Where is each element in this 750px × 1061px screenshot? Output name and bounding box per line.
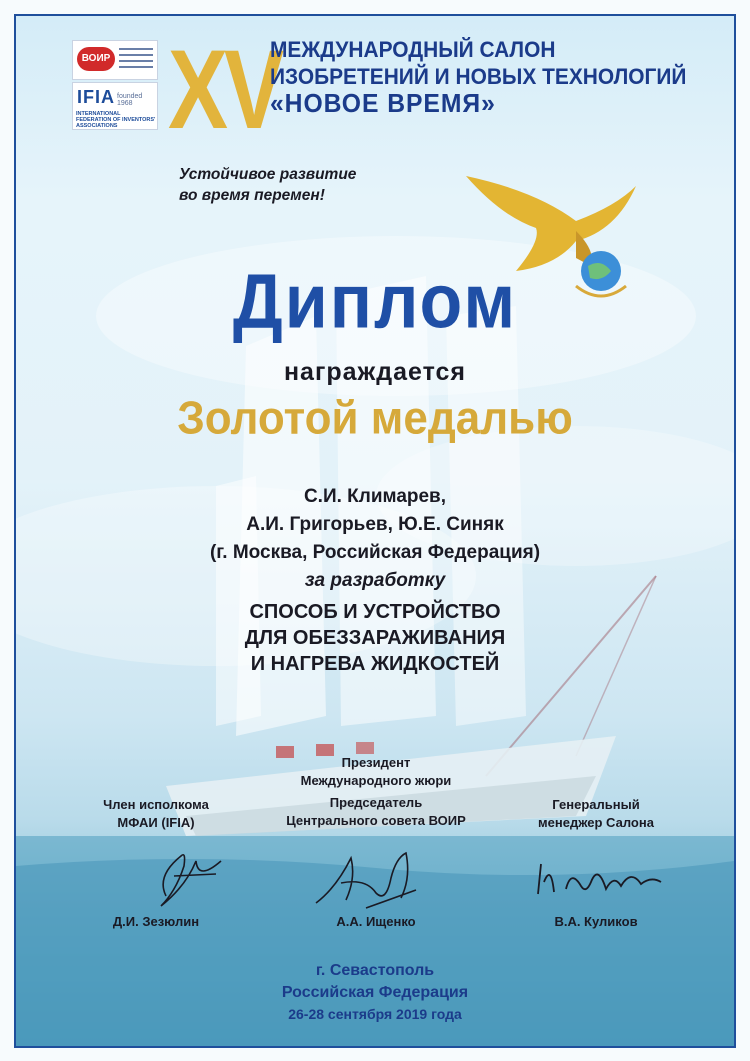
salon-title-line2: ИЗОБРЕТЕНИЙ И НОВЫХ ТЕХНОЛОГИЙ	[270, 64, 687, 89]
slogan-line1: Устойчивое развитие	[179, 166, 357, 183]
signatory-left-name: Д.И. Зезюлин	[112, 914, 200, 929]
signatory-center-title-line3: Председатель	[329, 795, 423, 810]
signatory-center-title-president	[256, 754, 496, 790]
salon-edition-numeral: XV	[168, 27, 281, 153]
voir-logo-badge: ВОИР	[77, 47, 115, 71]
recipient-line2: А.И. Григорьев, Ю.Е. Синяк	[246, 514, 504, 535]
signature-ishchenko	[306, 838, 436, 918]
slogan-line2: во время перемен!	[179, 187, 325, 204]
ifia-logo	[72, 82, 158, 130]
invention-line3: И НАГРЕВА ЖИДКОСТЕЙ	[250, 653, 500, 675]
diploma-frame	[14, 14, 736, 1048]
salon-name: «НОВОЕ ВРЕМЯ»	[270, 88, 496, 118]
gold-medal-text: Золотой медалью	[177, 392, 573, 445]
voir-logo	[72, 40, 158, 80]
salon-title	[270, 36, 688, 117]
voir-logo-text-lines	[119, 48, 153, 72]
recipient-location: (г. Москва, Российская Федерация)	[209, 542, 541, 563]
signatory-center-name: А.А. Ищенко	[336, 914, 416, 929]
invention-line2: ДЛЯ ОБЕЗЗАРАЖИВАНИЯ	[244, 627, 506, 649]
salon-title-line1: МЕЖДУНАРОДНЫЙ САЛОН	[270, 37, 556, 62]
signatory-center-title-line4: Центрального совета ВОИР	[286, 813, 466, 828]
signatory-center-title-line1: Президент	[341, 755, 411, 770]
event-dates: 26-28 сентября 2019 года	[288, 1006, 462, 1022]
signature-zezyulin	[126, 836, 236, 916]
awarded-text: награждается	[283, 358, 467, 386]
ifia-logo-subtitle: INTERNATIONAL FEDERATION OF INVENTORS' ASSOCIATIONS	[76, 111, 156, 129]
signature-kulikov	[526, 854, 676, 904]
signatory-center-title-line2: Международного жюри	[300, 773, 452, 788]
event-country: Российская Федерация	[281, 984, 469, 1001]
slogan	[179, 164, 356, 206]
event-place	[16, 960, 734, 1004]
ifia-logo-founded: founded 1968	[117, 93, 143, 107]
signatory-left-title	[76, 796, 236, 832]
recipients	[16, 483, 734, 567]
invention-title	[16, 599, 734, 677]
for-development-text: за разработку	[304, 570, 446, 591]
signatory-left-title-line2: МФАИ (IFIA)	[117, 815, 195, 830]
signatory-left-title-line1: Член исполкома	[103, 797, 209, 812]
signatory-right-title-line1: Генеральный	[552, 797, 640, 812]
event-city: г. Севастополь	[315, 962, 435, 979]
signatory-right-name: В.А. Куликов	[554, 914, 638, 929]
recipient-line1: С.И. Климарев,	[303, 486, 447, 507]
invention-line1: СПОСОБ И УСТРОЙСТВО	[249, 601, 501, 623]
ifia-logo-mark: IFIA	[77, 87, 115, 107]
signatory-center-title-chairman	[256, 794, 496, 830]
signatory-right-title-line2: менеджер Салона	[538, 815, 654, 830]
signatory-right-title	[506, 796, 686, 832]
diploma-title: Диплом	[232, 258, 518, 344]
